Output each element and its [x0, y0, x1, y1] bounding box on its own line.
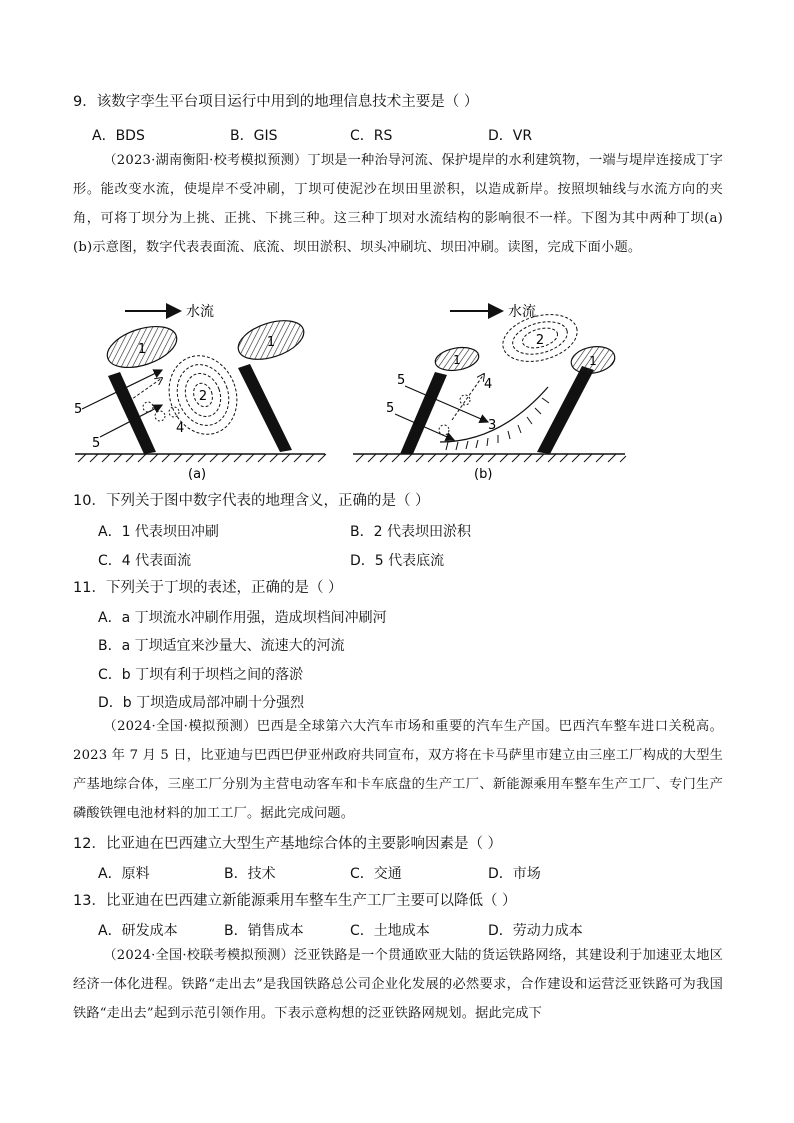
q10-stem: 10．下列关于图中数字代表的地理含义，正确的是（ ）	[73, 493, 430, 509]
label-1: 1	[266, 335, 276, 350]
passage-groyne: （2023·湖南衡阳·校考模拟预测）丁坝是一种治导河流、保护堤岸的水利建筑物，一端与堤岸连接成丁字形。能改变水流，使堤岸不受冲刷，丁坝可使泥沙在坝田里淤积，以造成新岸。按照坝轴线与水流方向的夹角，可将丁坝分为上挑、正挑、下挑三种。这三种丁坝对水流结构的影响很不一样。下图为其中两种丁坝(a)(b)示意图，数字代表表面流、底流、坝田淤积、坝头冲刷坑、坝田冲刷。读图，完成下面小题。	[73, 153, 723, 255]
q10-option-c[interactable]: C．4 代表面流	[98, 553, 192, 569]
panel-a	[74, 303, 326, 482]
q12-option-b[interactable]: B．技术	[224, 866, 276, 882]
q11-stem: 11．下列关于丁坝的表述，正确的是（ ）	[73, 580, 343, 596]
q13-option-b[interactable]: B．销售成本	[224, 923, 304, 939]
q12-stem: 12．比亚迪在巴西建立大型生产基地综合体的主要影响因素是（ ）	[73, 836, 503, 852]
q11-option-a[interactable]: A．a 丁坝流水冲刷作用强，造成坝档间冲刷河	[98, 610, 387, 626]
label-1: 1	[137, 342, 147, 357]
label-4: 4	[484, 377, 493, 392]
q11-option-b[interactable]: B．a 丁坝适宜来沙量大、流速大的河流	[98, 638, 345, 654]
q13-option-c[interactable]: C．土地成本	[350, 923, 430, 939]
label-5: 5	[74, 402, 83, 417]
groyne-a-right	[238, 364, 292, 452]
label-2: 2	[535, 333, 545, 348]
q13-option-a[interactable]: A．研发成本	[98, 923, 178, 939]
caption-b: (b)	[474, 467, 493, 482]
groyne-figure	[70, 292, 630, 484]
riverbank-hatch-a	[78, 454, 326, 462]
passage-byd: （2024·全国·模拟预测）巴西是全球第六大汽车市场和重要的汽车生产国。巴西汽车整车进口关税高。2023 年 7 月 5 日，比亚迪与巴西巴伊亚州政府共同宣布，双方将在卡马萨里市建立由三座工厂构成的大型生产基地综合体，三座工厂分别为主营电动客车和卡车底盘的生产工厂、新能源乘用车整车生产工厂、专门生产磷酸铁锂电池材料的加工工厂。据此完成问题。	[73, 719, 723, 821]
label-5: 5	[92, 436, 101, 451]
q13-option-d[interactable]: D．劳动力成本	[488, 923, 583, 939]
groyne-b-right	[537, 366, 594, 454]
flow-4-a	[125, 378, 162, 404]
q9-option-a[interactable]: A．BDS	[92, 128, 145, 144]
groyne-b-left	[400, 372, 447, 454]
label-5: 5	[397, 373, 406, 388]
q10-option-d[interactable]: D．5 代表底流	[350, 553, 445, 569]
passage-railway: （2024·全国·校联考模拟预测）泛亚铁路是一个贯通欧亚大陆的货运铁路网络，其建设利于加速亚太地区经济一体化进程。铁路“走出去”是我国铁路总公司企业化发展的必然要求，合作建设和运营泛亚铁路可为我国铁路“走出去”起到示范引领作用。下表示意构想的泛亚铁路网规划。据此完成下	[73, 948, 723, 1021]
q12-option-c[interactable]: C．交通	[350, 866, 402, 882]
flow-label-b: 水流	[508, 304, 536, 320]
label-4: 4	[176, 421, 185, 436]
q13-stem: 13．比亚迪在巴西建立新能源乘用车整车生产工厂主要可以降低（ ）	[73, 893, 517, 909]
q11-option-d[interactable]: D．b 丁坝造成局部冲刷十分强烈	[98, 695, 305, 711]
label-3: 3	[488, 418, 497, 433]
q12-option-a[interactable]: A．原料	[98, 866, 150, 882]
label-1: 1	[453, 353, 461, 367]
riverbank-hatch-b	[356, 454, 626, 462]
q12-option-d[interactable]: D．市场	[488, 866, 541, 882]
q9-option-c[interactable]: C．RS	[350, 128, 393, 144]
q11-option-c[interactable]: C．b 丁坝有利于坝档之间的落淤	[98, 667, 304, 683]
q9-stem: 9．该数字孪生平台项目运行中用到的地理信息技术主要是（ ）	[73, 94, 479, 110]
label-1: 1	[589, 354, 597, 368]
q9-option-b[interactable]: B．GIS	[230, 128, 278, 144]
label-5: 5	[386, 401, 395, 416]
panel-b	[353, 303, 626, 482]
flow-label-a: 水流	[186, 304, 214, 320]
caption-a: (a)	[188, 467, 207, 482]
q9-option-d[interactable]: D．VR	[488, 128, 533, 144]
q10-option-b[interactable]: B．2 代表坝田淤积	[350, 524, 471, 540]
q10-option-a[interactable]: A．1 代表坝田冲刷	[98, 524, 219, 540]
label-2: 2	[198, 389, 208, 404]
eddies-b	[439, 395, 470, 435]
